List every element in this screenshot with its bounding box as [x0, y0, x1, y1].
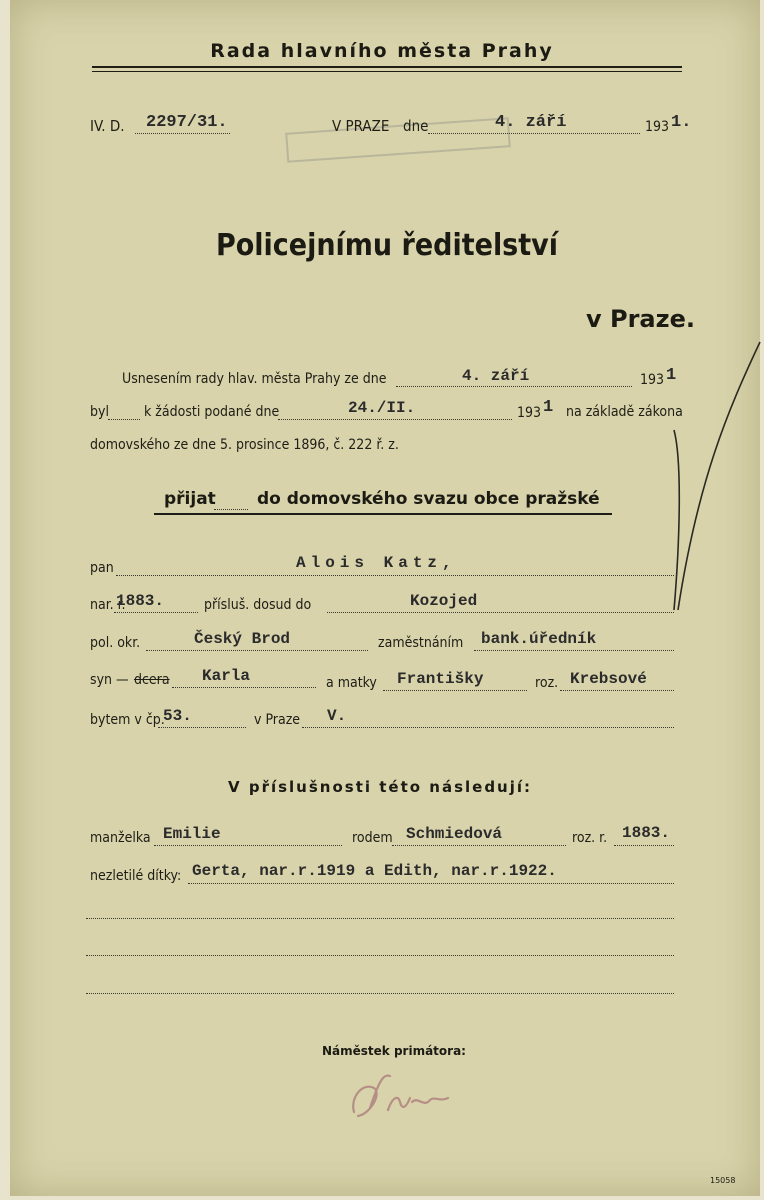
signature-mark [340, 1068, 460, 1128]
addressee-title: Policejnímu ředitelství [215, 228, 558, 263]
occupation-value: bank.úředník [481, 630, 597, 648]
blank-line-1 [86, 918, 674, 919]
decision-rule [154, 513, 612, 515]
person-name: Alois Katz, [296, 554, 457, 572]
occupation-line [474, 650, 674, 651]
wife-maiden-label: rodem [352, 830, 393, 846]
request-year-digit: 1 [543, 398, 554, 417]
reference-number-line [135, 133, 230, 134]
reference-date: 4. září [495, 113, 567, 132]
maiden-line [560, 690, 674, 691]
reference-prefix: IV. D. [90, 117, 125, 135]
wife-maiden-line [392, 845, 566, 846]
belonging-label: přísluš. dosud do [204, 597, 312, 613]
law-label: na základě zákona [566, 404, 683, 420]
resolution-year-prefix: 193 [640, 372, 665, 388]
children-line [188, 883, 674, 884]
reference-date-line [428, 133, 640, 134]
district-line [146, 650, 368, 651]
father-line [172, 687, 316, 688]
wife-name: Emilie [163, 825, 221, 843]
resolution-year-digit: 1 [666, 366, 677, 385]
request-date: 24./II. [348, 399, 416, 417]
blank-line-2 [86, 955, 674, 956]
wife-label: manželka [90, 830, 151, 846]
prague-district-label: v Praze [254, 712, 301, 728]
request-year-prefix: 193 [517, 405, 542, 421]
law-reference: domovského ze dne 5. prosince 1896, č. 222 ř. z. [90, 437, 399, 453]
occupation-label: zaměstnáním [378, 635, 464, 651]
resolution-date: 4. září [462, 367, 530, 385]
maiden-name: Krebsové [570, 670, 647, 688]
father-name: Karla [202, 667, 251, 685]
decision-word-line [214, 509, 248, 510]
children-label: nezletilé dítky: [90, 868, 182, 884]
wife-born-label: roz. r. [572, 830, 608, 846]
district-name: Český Brod [194, 630, 291, 648]
prague-district-line [302, 727, 674, 728]
wife-name-line [154, 845, 342, 846]
signature-title: Náměstek primátora: [322, 1044, 466, 1058]
date-label: dne [403, 117, 429, 135]
daughter-struck: dcera [134, 672, 170, 688]
children-names: Gerta, nar.r.1919 a Edith, nar.r.1922. [192, 862, 557, 880]
belonging-line [327, 612, 674, 613]
margin-pen-stroke [668, 340, 764, 620]
residence-label: bytem v čp. [90, 712, 165, 728]
resolution-label: Usnesením rady hlav. města Prahy ze dne [122, 371, 387, 387]
header-rule-thick [92, 66, 682, 68]
maiden-label: roz. [535, 675, 559, 691]
wife-maiden-name: Schmiedová [406, 825, 503, 843]
prague-district: V. [327, 707, 347, 725]
form-number: 15058 [710, 1176, 736, 1185]
mother-label: a matky [326, 675, 377, 691]
request-label: k žádosti podané dne [144, 404, 280, 420]
place-label: V PRAZE [332, 117, 390, 135]
district-label: pol. okr. [90, 635, 141, 651]
resolution-date-line [396, 386, 632, 387]
family-heading: V příslušnosti této následují: [228, 778, 533, 796]
decision-text: do domovského svazu obce pražské [257, 489, 600, 509]
mother-name: Františky [397, 670, 484, 688]
addressee-city: v Praze. [586, 305, 695, 333]
belonging-place: Kozojed [410, 592, 478, 610]
name-line [116, 575, 674, 576]
house-number-line [158, 727, 246, 728]
wife-born-line [614, 845, 674, 846]
header-rule-thin [92, 71, 682, 72]
reference-number: 2297/31. [146, 113, 228, 132]
decision-word: přijat [164, 489, 216, 509]
house-number: 53. [163, 707, 192, 725]
born-year: 1883. [116, 592, 165, 610]
byl-line [108, 419, 140, 420]
pan-label: pan [90, 560, 114, 576]
born-label: nar. r. [90, 597, 126, 613]
reference-year-prefix: 193 [645, 119, 670, 135]
byl-label: byl [90, 404, 109, 420]
authority-header: Rada hlavního města Prahy [210, 40, 554, 62]
born-line [114, 612, 198, 613]
blank-line-3 [86, 993, 674, 994]
reference-year-digit: 1. [671, 113, 692, 132]
son-label: syn — [90, 672, 129, 688]
mother-line [383, 690, 527, 691]
request-date-line [278, 419, 512, 420]
wife-born-year: 1883. [622, 824, 671, 842]
